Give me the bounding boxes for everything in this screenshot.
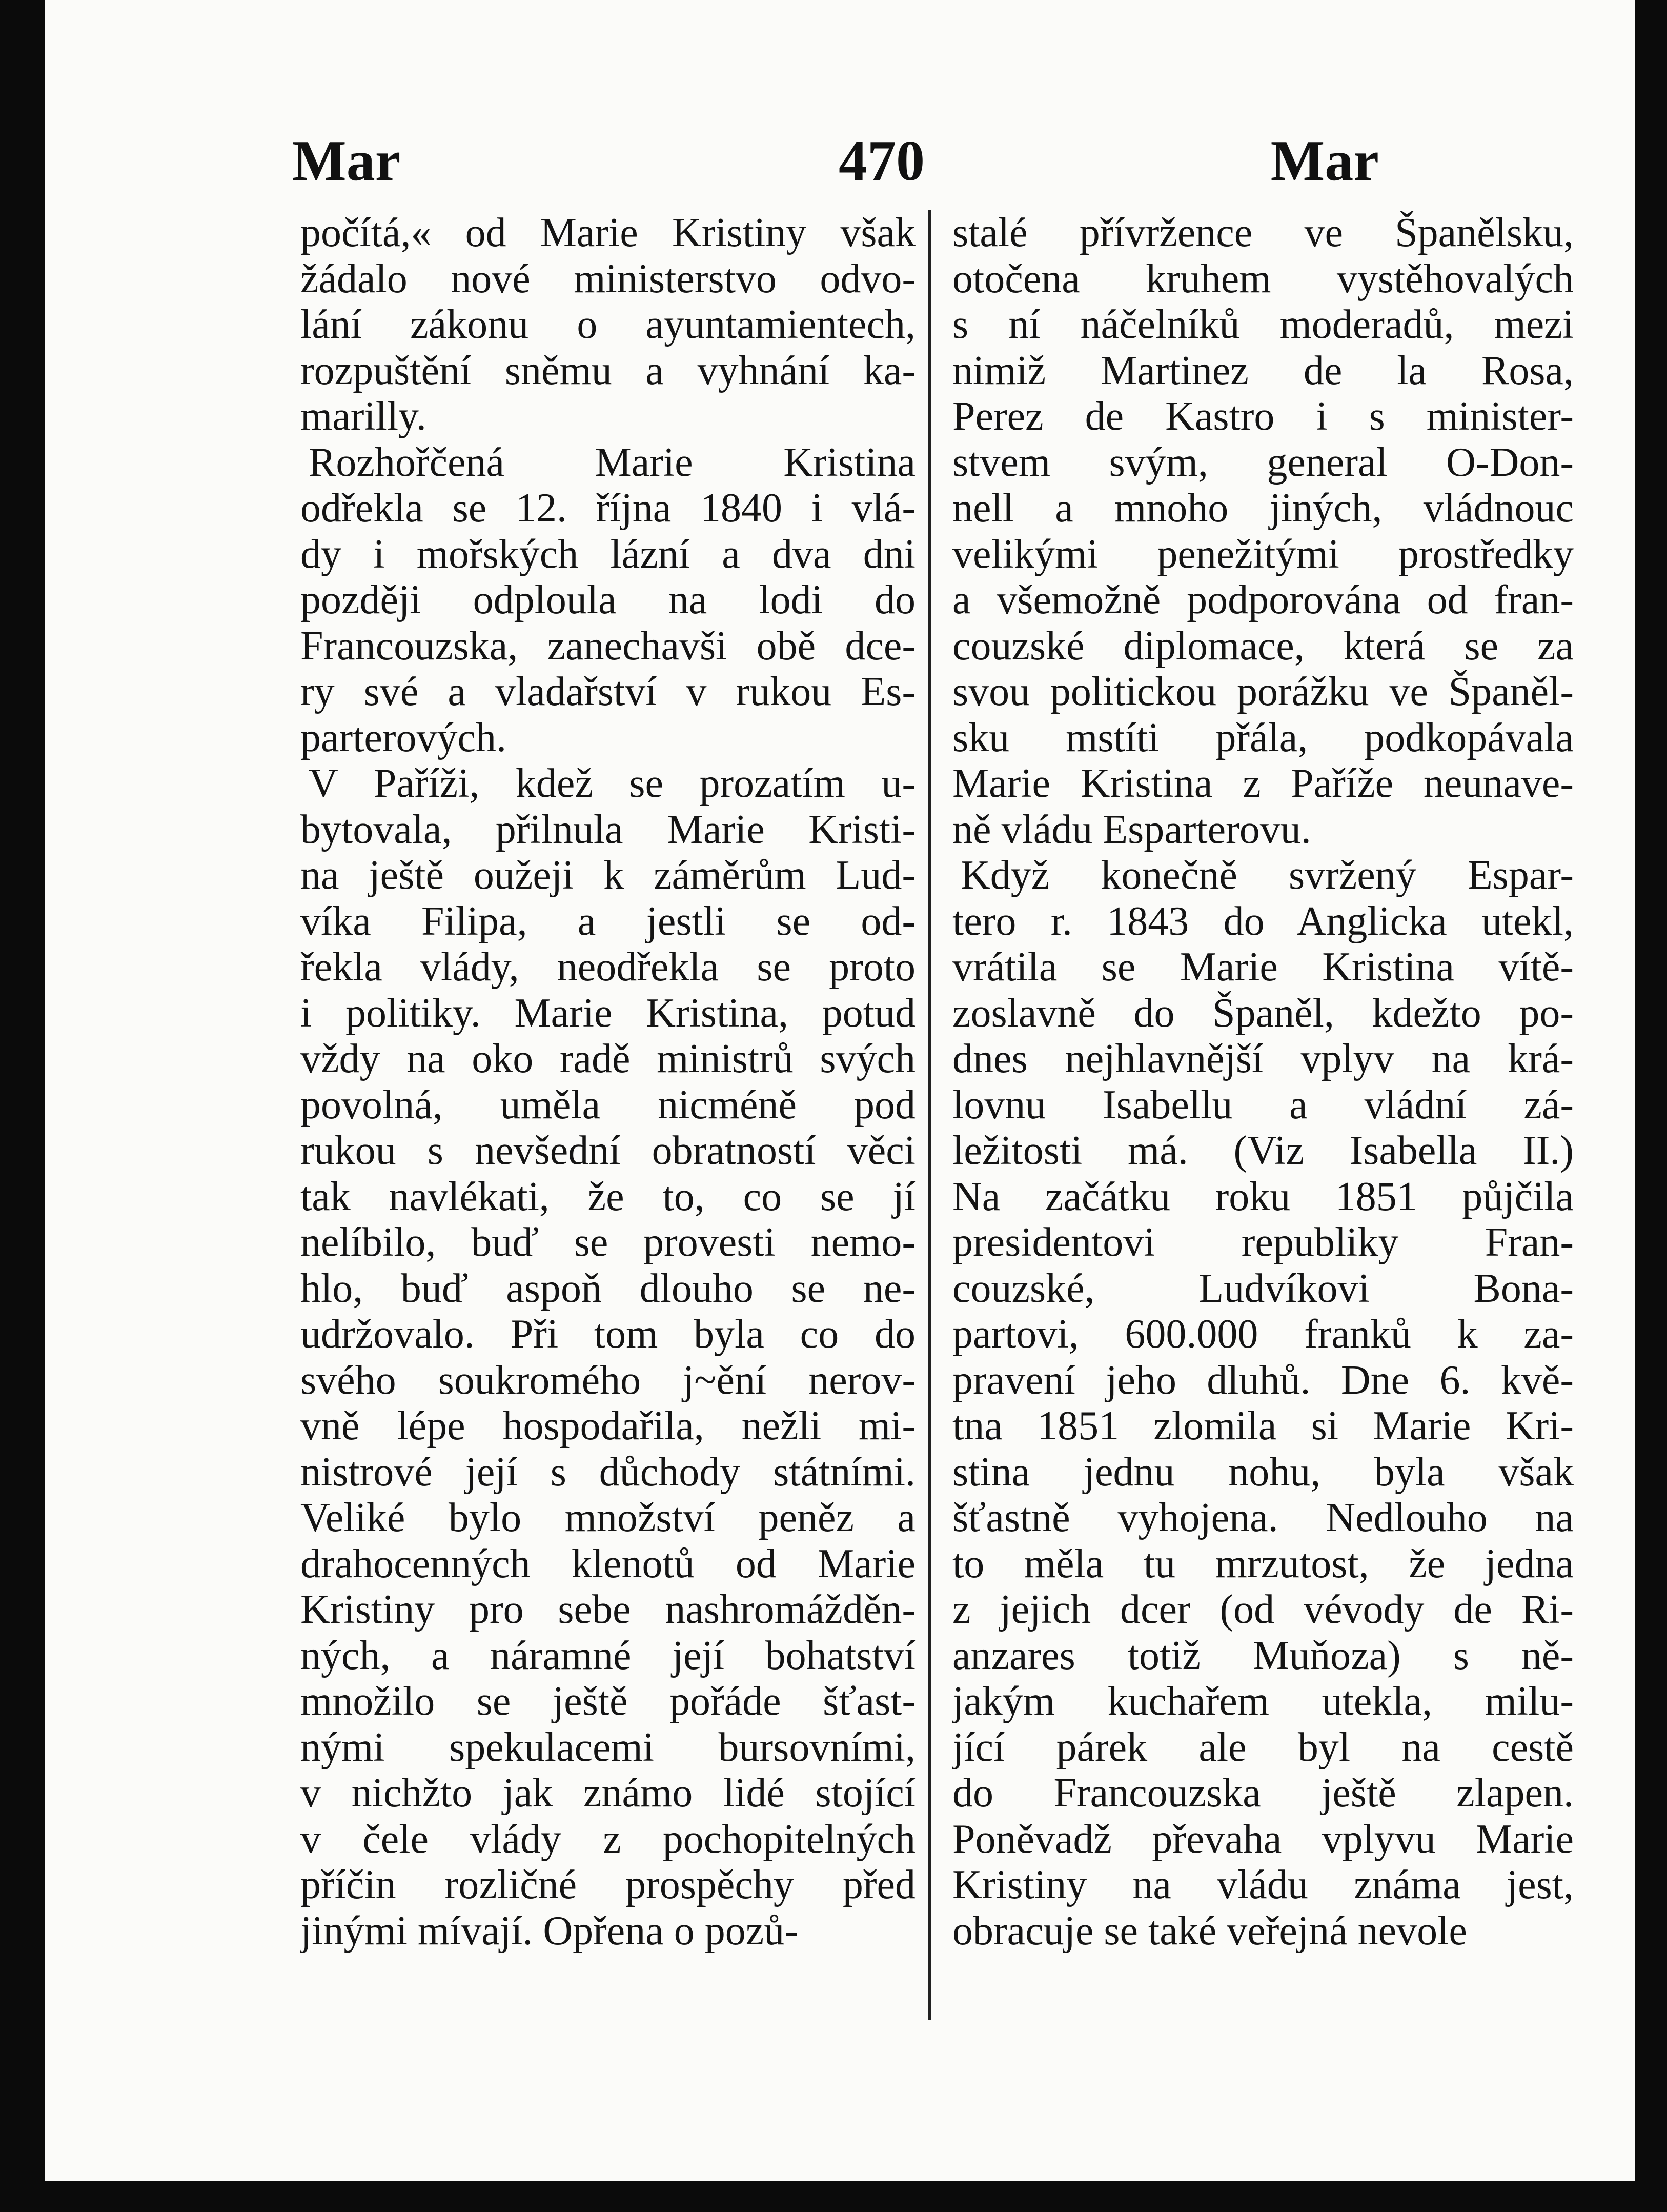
- text-line: pravení jeho dluhů. Dne 6. kvě-: [952, 1357, 1574, 1403]
- text-line: couzské diplomace, která se za: [952, 623, 1574, 669]
- text-line: nimiž Martinez de la Rosa,: [952, 348, 1574, 393]
- text-line: tak navlékati, že to, co se jí: [300, 1174, 916, 1219]
- text-line: anzares totiž Muňoza) s ně-: [952, 1633, 1574, 1678]
- text-line: hlo, buď aspoň dlouho se ne-: [300, 1265, 916, 1311]
- left-text-column: [300, 210, 916, 2025]
- text-line: Francouzska, zanechavši obě dce-: [300, 623, 916, 669]
- text-line: parterových.: [300, 715, 507, 760]
- text-line: obracuje se také veřejná nevole: [952, 1908, 1467, 1954]
- text-line: stalé přívržence ve Španělsku,: [952, 210, 1574, 255]
- text-line: žádalo nové ministerstvo odvo-: [300, 256, 916, 301]
- text-line: i politiky. Marie Kristina, potud: [300, 990, 916, 1036]
- text-line: rozpuštění sněmu a vyhnání ka-: [300, 348, 916, 393]
- text-line: Kristiny pro sebe nashromážděn-: [300, 1587, 916, 1632]
- scan-border-left: [0, 0, 45, 2212]
- header-left-keyword: Mar: [292, 129, 401, 193]
- text-line: stina jednu nohu, byla však: [952, 1449, 1574, 1495]
- text-line: v čele vlády z pochopitelných: [300, 1816, 916, 1862]
- text-line: Poněvadž převaha vplyvu Marie: [952, 1816, 1574, 1862]
- text-line: ných, a náramné její bohatství: [300, 1633, 916, 1678]
- text-line: a všemožně podporována od fran-: [952, 577, 1574, 622]
- text-line: jakým kuchařem utekla, milu-: [952, 1679, 1574, 1724]
- text-line: s ní náčelníků moderadů, mezi: [952, 302, 1574, 347]
- text-line: odřekla se 12. října 1840 i vlá-: [300, 486, 916, 531]
- text-line: v nichžto jak známo lidé stojící: [300, 1771, 916, 1816]
- text-line: udržovalo. Při tom byla co do: [300, 1312, 916, 1357]
- text-line: tna 1851 zlomila si Marie Kri-: [952, 1403, 1574, 1449]
- page-number: 470: [839, 129, 925, 193]
- text-line: nými spekulacemi bursovními,: [300, 1724, 916, 1770]
- text-line: ry své a vladařství v rukou Es-: [300, 669, 916, 714]
- text-line: vně lépe hospodařila, nežli mi-: [300, 1403, 916, 1449]
- running-header: [292, 128, 1379, 205]
- text-line: víka Filipa, a jestli se od-: [300, 898, 916, 944]
- text-line: drahocenných klenotů od Marie: [300, 1541, 916, 1586]
- text-line: do Francouzska ještě zlapen.: [952, 1771, 1574, 1816]
- text-line: svého soukromého j~ění nerov-: [300, 1357, 916, 1403]
- text-line: tero r. 1843 do Anglicka utekl,: [952, 898, 1574, 944]
- text-line: řekla vlády, neodřekla se proto: [300, 944, 916, 990]
- text-line: šťastně vyhojena. Nedlouho na: [952, 1495, 1574, 1540]
- text-line: rukou s nevšední obratností věci: [300, 1128, 916, 1173]
- text-line: vždy na oko radě ministrů svých: [300, 1036, 916, 1081]
- text-line: Na začátku roku 1851 půjčila: [952, 1174, 1574, 1219]
- text-line: lání zákonu o ayuntamientech,: [300, 302, 916, 347]
- text-line: bytovala, přilnula Marie Kristi-: [300, 807, 916, 852]
- text-line: jinými mívají. Opřena o pozů-: [300, 1908, 798, 1954]
- header-right-keyword: Mar: [1270, 129, 1379, 193]
- text-line: Perez de Kastro i s minister-: [952, 394, 1574, 439]
- text-line: partovi, 600.000 franků k za-: [952, 1312, 1574, 1357]
- text-line: nistrové její s důchody státními.: [300, 1449, 916, 1495]
- text-line: Kristiny na vládu známa jest,: [952, 1862, 1574, 1907]
- text-line: počítá,« od Marie Kristiny však: [300, 210, 916, 255]
- text-line: marilly.: [300, 394, 426, 439]
- text-line: příčin rozličné prospěchy před: [300, 1862, 916, 1907]
- text-line: Rozhořčená Marie Kristina: [309, 439, 916, 485]
- text-line: jící párek ale byl na cestě: [952, 1724, 1574, 1770]
- text-line: Když konečně svržený Espar-: [961, 853, 1574, 898]
- scan-border-right: [1635, 0, 1667, 2212]
- text-line: stvem svým, general O-Don-: [952, 439, 1574, 485]
- text-line: povolná, uměla nicméně pod: [300, 1082, 916, 1128]
- text-line: dy i mořských lázní a dva dni: [300, 531, 916, 577]
- text-line: V Paříži, kdež se prozatím u-: [309, 761, 916, 806]
- scan-border-bottom: [0, 2181, 1667, 2212]
- text-line: později odploula na lodi do: [300, 577, 916, 622]
- text-line: otočena kruhem vystěhovalých: [952, 256, 1574, 301]
- text-line: presidentovi republiky Fran-: [952, 1220, 1574, 1265]
- text-line: množilo se ještě pořáde šťast-: [300, 1679, 916, 1724]
- text-line: sku mstíti přála, podkopávala: [952, 715, 1574, 760]
- right-text-column: [952, 210, 1574, 2025]
- text-line: Marie Kristina z Paříže neunave-: [952, 761, 1574, 806]
- text-line: zoslavně do Španěl, kdežto po-: [952, 990, 1574, 1036]
- text-line: couzské, Ludvíkovi Bona-: [952, 1265, 1574, 1311]
- text-line: svou politickou porážku ve Španěl-: [952, 669, 1574, 714]
- text-line: nell a mnoho jiných, vládnouc: [952, 486, 1574, 531]
- text-line: nelíbilo, buď se provesti nemo-: [300, 1220, 916, 1265]
- text-line: dnes nejhlavnější vplyv na krá-: [952, 1036, 1574, 1081]
- text-line: vrátila se Marie Kristina vítě-: [952, 944, 1574, 990]
- text-line: ně vládu Esparterovu.: [952, 807, 1311, 852]
- text-line: ležitosti má. (Viz Isabella II.): [952, 1128, 1574, 1173]
- text-line: to měla tu mrzutost, že jedna: [952, 1541, 1574, 1586]
- column-divider-rule: [928, 210, 931, 2020]
- text-line: lovnu Isabellu a vládní zá-: [952, 1082, 1574, 1128]
- text-line: velikými penežitými prostředky: [952, 531, 1574, 577]
- text-line: Veliké bylo množství peněz a: [300, 1495, 916, 1540]
- text-line: z jejich dcer (od vévody de Ri-: [952, 1587, 1574, 1632]
- text-line: na ještě oužeji k záměrům Lud-: [300, 853, 916, 898]
